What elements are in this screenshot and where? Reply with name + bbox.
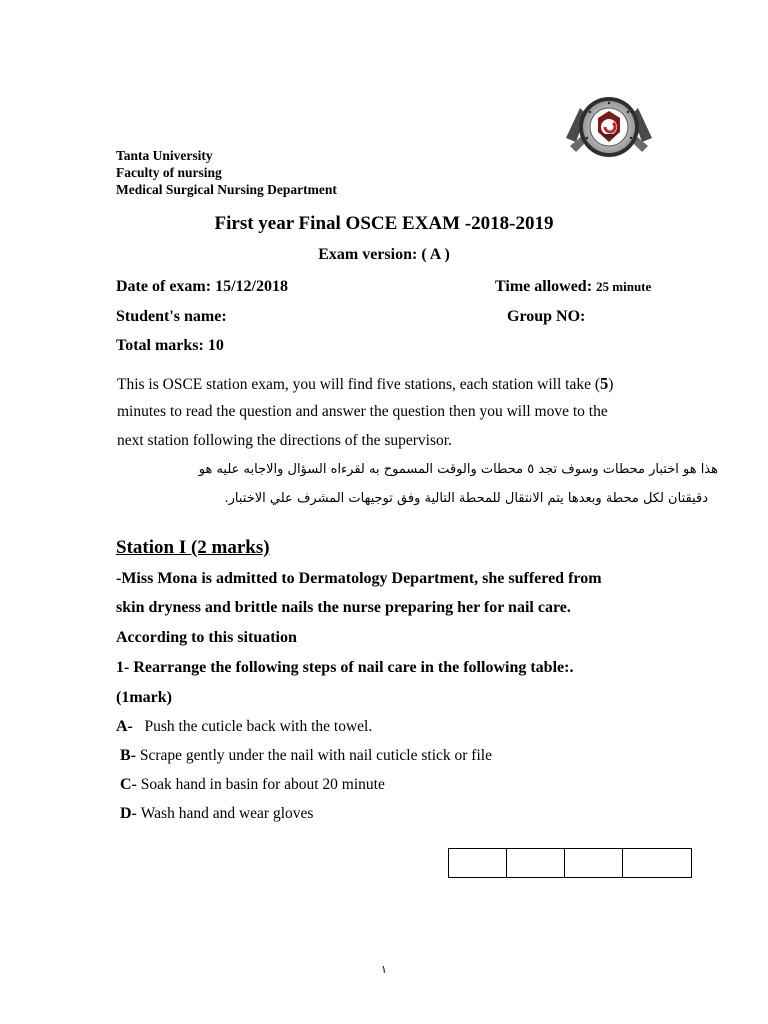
step-text: Soak hand in basin for about 20 minute — [140, 776, 385, 793]
exam-date: Date of exam: 15/12/2018 — [116, 278, 288, 295]
answer-table — [448, 848, 692, 878]
department-name: Medical Surgical Nursing Department — [116, 182, 337, 197]
scenario-line-2: skin dryness and brittle nails the nurse preparing her for nail care. — [116, 599, 571, 616]
step-item — [120, 776, 385, 794]
answer-cell[interactable] — [623, 849, 692, 878]
university-name: Tanta University — [116, 148, 213, 163]
arabic-intro-line-2: دقيقتان لكل محطة وبعدها يتم الانتقال للمحطة التالية وفق توجيهات المشرف علي الاختبار. — [224, 491, 708, 506]
table-row — [449, 849, 692, 878]
step-letter: A- — [116, 718, 133, 735]
intro-line-1-close: ) — [608, 376, 614, 393]
group-number-label: Group NO: — [507, 308, 586, 325]
university-seal-icon — [560, 94, 658, 160]
question-marks: (1mark) — [116, 689, 172, 706]
step-item — [120, 747, 492, 765]
question-text: 1- Rearrange the following steps of nail care in the following table:. — [116, 659, 574, 676]
scenario-line-3: According to this situation — [116, 629, 297, 646]
answer-cell[interactable] — [449, 849, 507, 878]
step-letter: D- — [120, 805, 137, 822]
answer-cell[interactable] — [565, 849, 623, 878]
answer-cell[interactable] — [507, 849, 565, 878]
exam-version: Exam version: ( A ) — [318, 246, 450, 263]
step-text: Push the cuticle back with the towel. — [144, 718, 373, 735]
station-heading: Station I (2 marks) — [116, 537, 270, 558]
intro-line-3: next station following the directions of the supervisor. — [117, 432, 452, 449]
step-text: Scrape gently under the nail with nail cuticle stick or file — [139, 747, 492, 764]
step-text: Wash hand and wear gloves — [140, 805, 314, 822]
student-name-label: Student's name: — [116, 308, 227, 325]
intro-line-1-text: This is OSCE station exam, you will find five stations, each station will take ( — [117, 376, 601, 393]
step-item — [120, 805, 313, 823]
exam-title: First year Final OSCE EXAM -2018-2019 — [214, 213, 554, 234]
intro-line-1 — [117, 374, 717, 394]
time-allowed-label: Time allowed: — [495, 278, 597, 295]
intro-line-2: minutes to read the question and answer the question then you will move to the — [117, 403, 608, 420]
time-allowed-value: 25 minute — [596, 279, 652, 294]
step-item — [116, 718, 372, 736]
total-marks: Total marks: 10 — [116, 337, 224, 354]
faculty-name: Faculty of nursing — [116, 165, 222, 180]
scenario-line-1: -Miss Mona is admitted to Dermatology Department, she suffered from — [116, 570, 602, 587]
arabic-intro-line-1: هذا هو اختبار محطات وسوف تجد ٥ محطات والوقت المسموح به لقرءاه السؤال والاجابه عليه هو — [198, 462, 718, 477]
step-letter: C- — [120, 776, 137, 793]
page-number: ١ — [381, 963, 387, 976]
time-allowed — [495, 278, 651, 296]
intro-line-1-number: 5 — [600, 374, 609, 393]
step-letter: B- — [120, 747, 136, 764]
